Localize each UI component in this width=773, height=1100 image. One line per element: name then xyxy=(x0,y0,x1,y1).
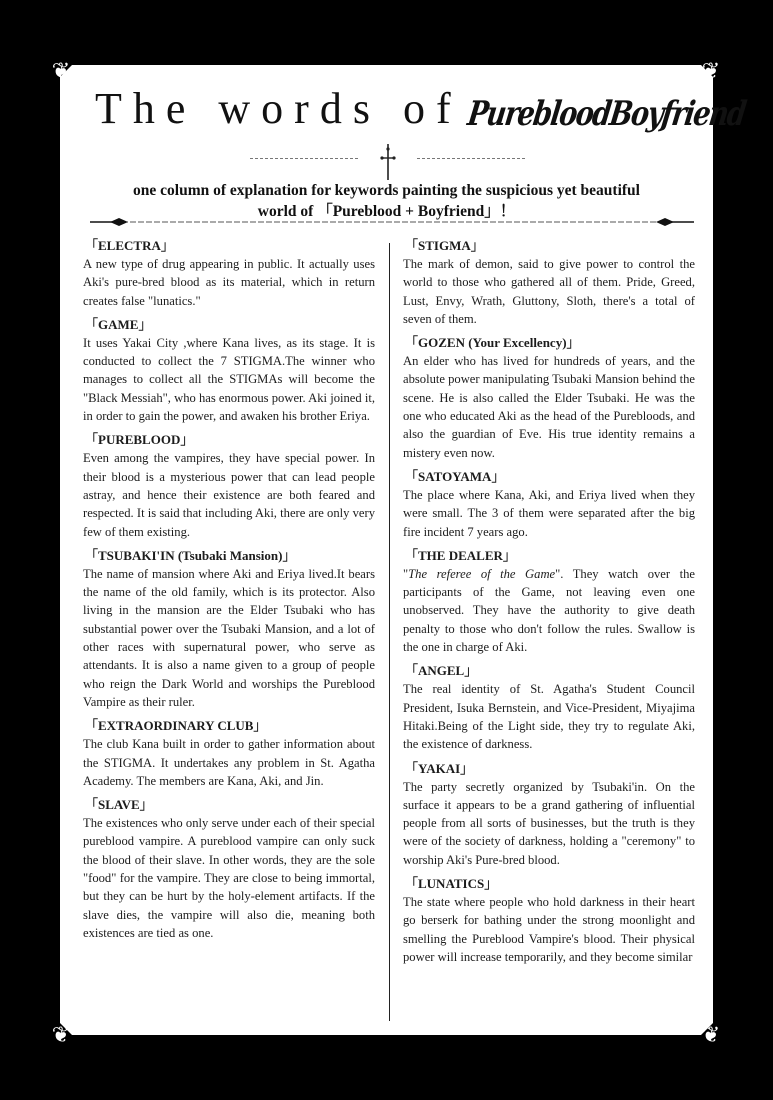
entry-term: 「SATOYAMA」 xyxy=(405,468,505,484)
header-divider xyxy=(250,142,525,182)
glossary-entry-extraordinary-club xyxy=(83,717,375,790)
glossary-entry-electra xyxy=(83,237,375,310)
subtitle-line-1: one column of explanation for keywords painting the suspicious yet beautiful xyxy=(133,182,640,199)
entry-term: 「ANGEL」 xyxy=(405,663,478,679)
divider-line-left xyxy=(250,158,358,159)
glossary-entry-gozen xyxy=(403,334,695,462)
corner-ornament-icon: ❦ xyxy=(51,58,71,83)
entry-definition-rest: ". They watch over the participants of the Game, not leaving even one unobserved. They have the authority to give death penalty to those who don't follow the rules. Swallow is the one in charge of Aki. xyxy=(403,566,695,655)
entry-term: 「THE DEALER」 xyxy=(405,547,516,563)
entry-definition: The place where Kana, Aki, and Eriya lived when they were small. The 3 of them were separated after the big fire incident 7 years ago. xyxy=(403,487,695,539)
entry-definition: An elder who has lived for hundreds of years, and the absolute power manipulating Tsubaki Mansion behind the scene. He is also called the Elder Tsubaki. He was the one who educated Aki as the head of the Purebloods, and also the guardian of Eve. His true identity remains a mistery even now. xyxy=(403,354,695,460)
right-column xyxy=(403,237,695,972)
entry-term: 「YAKAI」 xyxy=(405,760,474,776)
glossary-entry-game xyxy=(83,316,375,425)
glossary-entry-slave xyxy=(83,796,375,942)
entry-term: 「LUNATICS」 xyxy=(405,876,498,892)
entry-definition: Even among the vampires, they have special power. In their blood is a mysterious power that can lead people astray, and hence their existence are both feared and respected. It is said that including Aki, there are only very few of them existing. xyxy=(83,451,375,539)
entry-definition: It uses Yakai City ,where Kana lives, as its stage. It is conducted to collect the 7 STIGMA.The winner who manages to collect all the STIGMAs will become the "Black Messiah", who has enormous power. Aki joined it, in order to gain the power, and awaken his brother Eriya. xyxy=(83,335,375,424)
left-column xyxy=(83,237,375,948)
entry-definition: The mark of demon, said to give power to control the world to those who gathered all of them. Pride, Greed, Lust, Envy, Wrath, Gluttony, Sloth, there's a total of seven of them. xyxy=(403,257,695,326)
entry-term: 「EXTRAORDINARY CLUB」 xyxy=(85,718,267,734)
glossary-entry-angel xyxy=(403,662,695,753)
glossary-entry-tsubakiin xyxy=(83,547,375,711)
corner-ornament-icon: ❦ xyxy=(51,1022,71,1047)
glossary-entry-stigma xyxy=(403,237,695,328)
corner-ornament-icon: ❦ xyxy=(701,1022,721,1047)
glossary-entry-lunatics xyxy=(403,875,695,966)
entry-definition: A new type of drug appearing in public. It actually uses Aki's pure-bred blood as its material, which in return creates false "lunatics." xyxy=(83,257,375,308)
entry-definition: The state where people who hold darkness in their heart go berserk for bathing under the strong moonlight and smelling the Pureblood Vampire's blood. Their physical power will increase temporarily, and they become similar xyxy=(403,895,695,964)
entry-term: 「GOZEN (Your Excellency)」 xyxy=(405,335,580,351)
glossary-entry-the-dealer xyxy=(403,547,695,656)
entry-definition-italic: The referee of the Game xyxy=(408,566,556,581)
entry-definition: The existences who only serve under each of their special pureblood vampire. A pureblood vampire can only suck the blood of their slave. In other words, they are the sole "food" for the vampire. They are close to being immortal, but they can be hurt by the holy-element artifacts. If the slave dies, the vampire will also die, meaning both existences are tied as one. xyxy=(83,816,375,940)
entry-definition: The name of mansion where Aki and Eriya lived.It bears the name of the old family, which is its protector. Also living in the mansion are the Elder Tsubaki who has substantial power over the Tsubaki Mansion, and a lot of other races with supernatural power, who serve as attendants. It is also a name given to a group of people who reign the Dark World and worships the Pureblood Vampire as their ruler. xyxy=(83,566,375,709)
divider-line-right xyxy=(417,158,525,159)
glossary-entry-satoyama xyxy=(403,468,695,541)
entry-term: 「PUREBLOOD」 xyxy=(85,432,194,448)
entry-term: 「STIGMA」 xyxy=(405,238,484,253)
entry-definition: "The referee of the Game". They watch over the participants of the Game, not leaving even one unobserved. They have the authority to give death penalty to those who don't follow the rules. Swallow is the one in charge of Aki. xyxy=(403,566,695,655)
glossary-entry-yakai xyxy=(403,760,695,869)
entry-definition: The club Kana built in order to gather information about the STIGMA. It undertakes any problem in St. Agatha Academy. The members are Kana, Aki, and Jin. xyxy=(83,737,375,788)
entry-term: 「TSUBAKI'IN (Tsubaki Mansion)」 xyxy=(85,547,296,563)
dagger-cross-icon xyxy=(378,142,398,182)
subtitle-line-2: world of 「Pureblood + Boyfriend」！ xyxy=(257,203,516,220)
entry-term: 「GAME」 xyxy=(85,316,152,332)
title-plain: The words of xyxy=(95,84,462,133)
column-divider xyxy=(389,243,390,1021)
entry-term: 「ELECTRA」 xyxy=(85,238,174,253)
corner-ornament-icon: ❦ xyxy=(701,58,721,83)
entry-term: 「SLAVE」 xyxy=(85,797,153,813)
entry-definition: The real identity of St. Agatha's Student Council President, Isuka Bernstein, and Vice-President, Miyajima Hitaki.Being of the Light side, they try to regulate Aki, the existence of darkness. xyxy=(403,682,695,752)
title-script: PurebloodBoyfriend xyxy=(464,95,748,134)
arrow-rule-icon xyxy=(90,217,694,227)
subtitle xyxy=(80,180,693,222)
page-title xyxy=(95,83,748,143)
entry-definition: The party secretly organized by Tsubaki'in. On the surface it appears to be a grand gathering of influential people from all sorts of businesses, but the truth is they were of the society of darkness, holding a "ceremony" to worship Aki's Pure-bred blood. xyxy=(403,779,695,867)
glossary-entry-pureblood xyxy=(83,431,375,540)
